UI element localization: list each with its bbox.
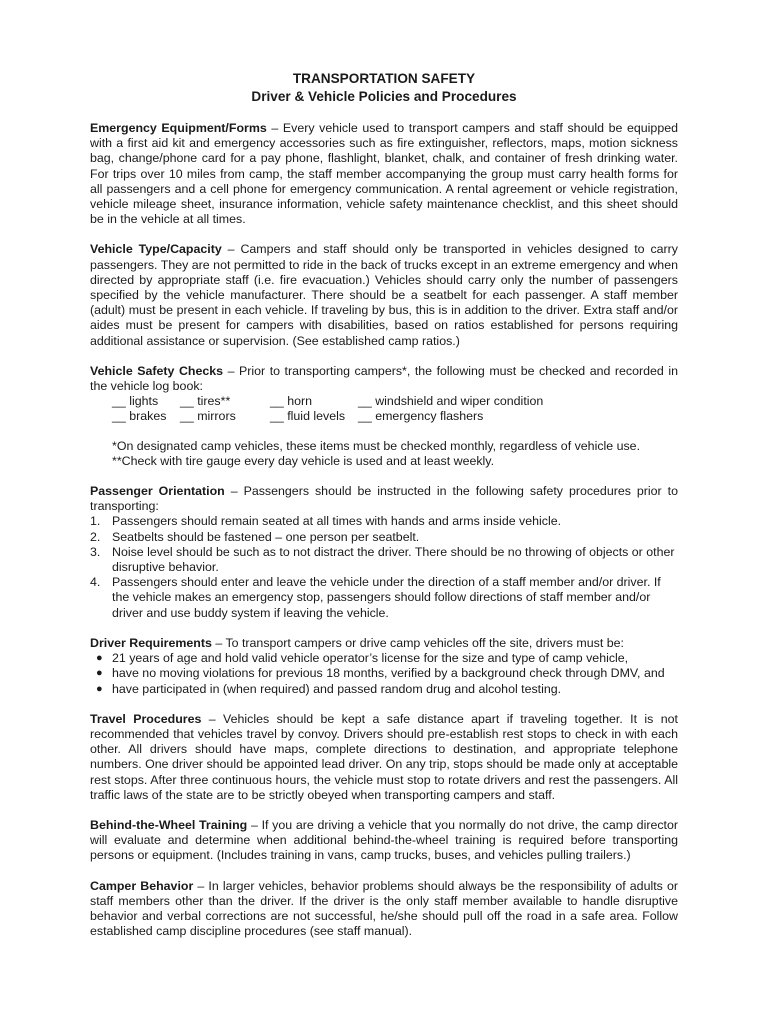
section-heading: Passenger Orientation [90,484,225,499]
section-text: – Passengers should be instructed in the following safety procedures prior to transporting: [90,484,678,514]
checklist-item: __ windshield and wiper condition [358,394,544,409]
section-heading: Travel Procedures [90,711,202,726]
paragraph [90,242,678,348]
section-text: – To transport campers or drive camp vehicles off the site, drivers must be: [211,635,624,650]
bullet-icon: ● [96,667,103,680]
bullet-icon: ● [96,652,103,665]
list-text: Noise level should be such as to not distract the driver. There should be no throwing of objects or other disruptive behavior. [112,544,675,575]
checklist-item: __ fluid levels [270,409,346,424]
paragraph [90,712,678,803]
list-item [90,530,678,545]
section-heading: Camper Behavior [90,878,194,893]
section-heading: Emergency Equipment/Forms [90,121,267,135]
list-text: Seatbelts should be fastened – one person per seatbelt. [112,529,420,544]
list-text: 21 years of age and hold valid vehicle operator’s license for the size and type of camp vehicle, [112,651,629,666]
list-item [90,666,678,681]
section-driver-requirements [90,636,678,697]
list-number: 1. [90,514,101,529]
list-text: have no moving violations for previous 18 months, verified by a background check through DMV, and [112,666,665,681]
section-heading: Vehicle Type/Capacity [90,242,222,257]
list-item [90,682,678,697]
list-number: 2. [90,529,101,544]
paragraph [90,636,678,651]
section-camper-behavior [90,879,678,940]
checklist-item: __ horn [270,394,313,409]
section-behind-the-wheel-training [90,818,678,864]
section-text: – Campers and staff should only be transported in vehicles designed to carry passengers. They are not permitted to ride in the back of trucks except in an extreme emergency and when directed by appropriate staff (i.e. fire evacuation.) Vehicles should carry only the number of passengers specified by the vehicle manufacturer. There should be a seatbelt for each passenger. A staff member (adult) must be present in each vehicle. If traveling by bus, this is in addition to the driver. Extra staff and/or aides must be present for campers with disabilities, based on ratios established for persons requiring additional assistance or supervision. (See established camp ratios.) [90,242,679,348]
section-text: – Prior to transporting campers*, the following must be checked and recorded in the vehicle log book: [90,363,678,394]
list-number: 4. [90,575,101,590]
section-heading: Vehicle Safety Checks [90,363,224,378]
section-heading: Behind-the-Wheel Training [90,817,248,832]
section-text: – Vehicles should be kept a safe distance apart if traveling together. It is not recommended that vehicles travel by convoy. Drivers should pre-establish rest stops to check in with each other. All drivers should have maps, complete directions to destination, and appropriate telephone numbers. One driver should be appointed lead driver. On any trip, stops should be made only at acceptable rest stops. After three continuous hours, the vehicle must stop to rotate drivers and rest the passengers. All traffic laws of the state are to be strictly obeyed when transporting campers and staff. [90,711,678,802]
list-item [90,575,678,621]
section-passenger-orientation [90,484,678,621]
list-text: Passengers should remain seated at all times with hands and arms inside vehicle. [112,514,562,529]
list-text: have participated in (when required) and passed random drug and alcohol testing. [112,681,562,696]
list-item [90,545,678,575]
list-text: Passengers should enter and leave the vehicle under the direction of a staff member and/or driver. If the vehicle makes an emergency stop, passengers should follow directions of staff member and/or driver and use buddy system if leaving the vehicle. [112,575,661,620]
checklist-item: __ brakes [112,409,167,424]
paragraph [90,484,678,514]
footnotes [112,439,678,469]
section-heading: Driver Requirements [90,635,212,650]
section-text: – In larger vehicles, behavior problems should always be the responsibility of adults or staff members other than the driver. If the driver is the only staff member available to handle disruptive behavior and verbal corrections are not successful, he/she should pull off the road in a safe area. Follow established camp discipline procedures (see staff manual). [90,878,678,939]
section-text: – Every vehicle used to transport campers and staff should be equipped with a first aid kit and emergency accessories such as fire extinguisher, reflectors, maps, motion sickness bag, change/phone card for a pay phone, flashlight, blanket, chalk, and container of fresh drinking water. For trips over 10 miles from camp, the staff member accompanying the group must carry health forms for all passengers and a cell phone for emergency communication. A rental agreement or vehicle registration, vehicle mileage sheet, insurance information, vehicle safety maintenance checklist, and this sheet should be in the vehicle at all times. [90,121,679,227]
checklist-item: __ mirrors [180,409,236,424]
list-item [90,651,678,666]
section-safety-checks [90,364,678,469]
paragraph [90,121,678,227]
checklist-item: __ tires** [180,394,231,409]
footnote: **Check with tire gauge every day vehicle is used and at least weekly. [112,453,495,468]
numbered-list [90,514,678,620]
bullet-icon: ● [96,682,103,695]
paragraph [90,364,678,394]
list-number: 3. [90,544,101,559]
section-text: – If you are driving a vehicle that you normally do not drive, the camp director will evaluate and determine when additional behind-the-wheel training is required before transporting persons or equipment. (Includes training in vans, camp trucks, buses, and vehicles pulling trailers.) [90,817,678,863]
checklist-item: __ lights [112,394,159,409]
list-item [90,514,678,529]
paragraph [90,818,678,864]
footnote: *On designated camp vehicles, these items must be checked monthly, regardless of vehicle use. [112,438,641,453]
section-emergency-equipment [90,121,678,227]
section-travel-procedures [90,712,678,803]
checklist-item: __ emergency flashers [358,409,484,424]
safety-checklist [112,394,678,424]
section-vehicle-type [90,242,678,348]
document-title: TRANSPORTATION SAFETY [292,71,476,86]
paragraph [90,879,678,940]
document-subtitle: Driver & Vehicle Policies and Procedures [251,89,517,104]
bullet-list [90,651,678,697]
